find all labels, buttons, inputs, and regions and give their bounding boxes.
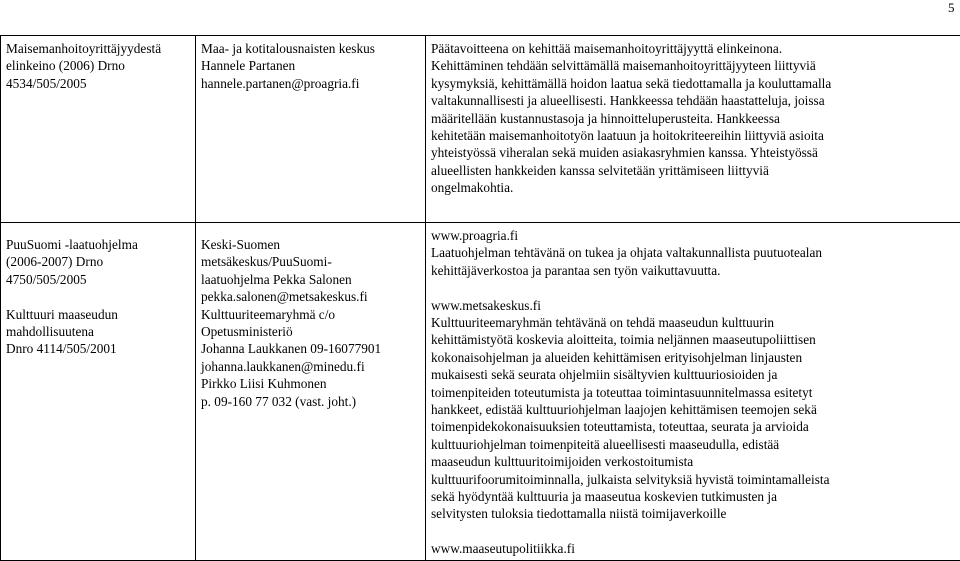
- project-name-line: (2006-2007) Drno: [6, 253, 192, 270]
- project-name-line: Dnro 4114/505/2001: [6, 340, 192, 357]
- description-line: kysymyksiä, kehittämällä hoidon laatua sekä tiedottamalla ja kouluttamalla: [431, 75, 957, 92]
- description-line: kulttuurifoorumitoiminnalla, julkaista selvityksiä hyvistä toimintamalleista: [431, 471, 957, 488]
- contact-cell: [196, 36, 426, 223]
- description-cell: [426, 223, 960, 561]
- contact-phone: Johanna Laukkanen 09-16077901: [201, 340, 422, 357]
- contact-line: laatuohjelma Pekka Salonen: [201, 271, 422, 288]
- contact-line: Opetusministeriö: [201, 323, 422, 340]
- website-link[interactable]: www.maaseutupolitiikka.fi: [431, 540, 957, 557]
- description-line: maaseudun kulttuuritoimijoiden verkostoitumista: [431, 453, 957, 470]
- contact-email: johanna.laukkanen@minedu.fi: [201, 358, 422, 375]
- contact-line: Maa- ja kotitalousnaisten keskus: [201, 40, 422, 57]
- website-link[interactable]: www.proagria.fi: [431, 227, 957, 244]
- project-name-line: elinkeino (2006) Drno: [6, 57, 192, 74]
- contact-line: Pirkko Liisi Kuhmonen: [201, 375, 422, 392]
- description-line: alueellisten hankkeiden kanssa selvitetään yrittämiseen liittyviä: [431, 162, 957, 179]
- contact-line: Keski-Suomen: [201, 236, 422, 253]
- contact-cell: [196, 223, 426, 561]
- contact-phone: p. 09-160 77 032 (vast. joht.): [201, 393, 422, 410]
- description-line: kulttuuriohjelman toimenpiteitä alueellisesti maaseudulla, edistää: [431, 436, 957, 453]
- description-line: toimenpidekokonaisuuksien toteuttamista, toteuttaa, seurata ja arvioida: [431, 418, 957, 435]
- description-line: hankkeet, edistää kulttuuriohjelman laajojen kehittämisen teemojen sekä: [431, 401, 957, 418]
- project-name-line: PuuSuomi -laatuohjelma: [6, 236, 192, 253]
- description-line: kehitetään maisemanhoitotyön laatuun ja hoitokriteereihin liittyviä asioita: [431, 127, 957, 144]
- contact-email: hannele.partanen@proagria.fi: [201, 75, 422, 92]
- description-line: määritellään kustannustasoja ja hinnoitteluperusteita. Hankkeessa: [431, 110, 957, 127]
- description-line: Päätavoitteena on kehittää maisemanhoitoyrittäjyyttä elinkeinona.: [431, 40, 957, 57]
- description-line: Kulttuuriteemaryhmän tehtävänä on tehdä maaseudun kulttuurin: [431, 314, 957, 331]
- project-name-line: 4750/505/2005: [6, 271, 192, 288]
- description-line: selvitysten tuloksia tiedottamalla niistä toimijaverkoille: [431, 505, 957, 522]
- description-line: Kehittäminen tehdään selvittämällä maisemanhoitoyrittäjyyteen liittyviä: [431, 57, 957, 74]
- contact-line: metsäkeskus/PuuSuomi-: [201, 253, 422, 270]
- project-name-line: 4534/505/2005: [6, 75, 192, 92]
- project-name-cell: [1, 36, 196, 223]
- description-line: yhteistyössä viheralan sekä muiden asiakasryhmien kanssa. Yhteistyössä: [431, 144, 957, 161]
- table-row: [1, 223, 960, 561]
- description-line: mukaisesti sekä seurata ohjelmiin sisältyvien kulttuuriosioiden ja: [431, 366, 957, 383]
- description-line: toimenpiteiden toteutumista ja toteuttaa toimintasuunnitelmassa esitetyt: [431, 384, 957, 401]
- contact-line: Hannele Partanen: [201, 57, 422, 74]
- description-line: ongelmakohtia.: [431, 179, 957, 196]
- description-line: Laatuohjelman tehtävänä on tukea ja ohjata valtakunnallista puutuotealan: [431, 244, 957, 261]
- description-line: valtakunnallisesti ja alueellisesti. Hankkeessa tehdään haastatteluja, joissa: [431, 92, 957, 109]
- description-line: kokonaisohjelman ja alueiden kehittämisen erityisohjelman linjausten: [431, 349, 957, 366]
- project-name-line: Kulttuuri maaseudun: [6, 306, 192, 323]
- description-cell: [426, 36, 960, 223]
- description-line: kehittäjäverkostoa ja parantaa sen työn vaikuttavuutta.: [431, 262, 957, 279]
- description-line: sekä hyödyntää kulttuuria ja maaseutua koskevien tutkimusten ja: [431, 488, 957, 505]
- contact-email: pekka.salonen@metsakeskus.fi: [201, 288, 422, 305]
- table-row: [1, 36, 960, 223]
- project-name-line: mahdollisuutena: [6, 323, 192, 340]
- contact-line: Kulttuuriteemaryhmä c/o: [201, 306, 422, 323]
- website-link[interactable]: www.metsakeskus.fi: [431, 297, 957, 314]
- project-table: [0, 35, 960, 561]
- project-name-cell: [1, 223, 196, 561]
- page-number: 5: [948, 0, 955, 16]
- project-name-line: Maisemanhoitoyrittäjyydestä: [6, 40, 192, 57]
- description-line: kehittämistyötä koskevia aloitteita, toimia neljännen maaseutupoliittisen: [431, 331, 957, 348]
